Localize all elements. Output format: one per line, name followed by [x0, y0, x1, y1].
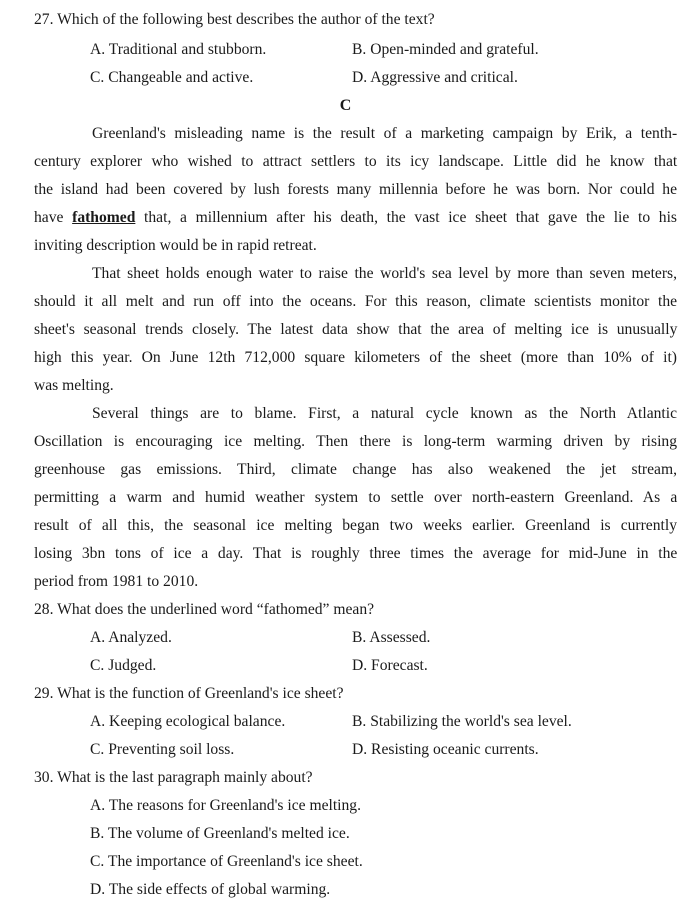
question-27-option-b: B. Open-minded and grateful.	[352, 41, 539, 58]
question-30-option-c: C. The importance of Greenland's ice sheet.	[90, 853, 363, 870]
question-27-option-c: C. Changeable and active.	[90, 69, 254, 86]
underlined-word-fathomed: fathomed	[72, 209, 136, 226]
section-header: C	[339, 97, 352, 114]
paragraph-3-line-4: permitting a warm and humid weather system to settle over north-eastern Greenland. As a	[34, 489, 678, 506]
question-29-option-a: A. Keeping ecological balance.	[90, 713, 286, 730]
question-27-option-d: D. Aggressive and critical.	[352, 69, 518, 86]
question-29-option-b: B. Stabilizing the world's sea level.	[352, 713, 572, 730]
question-30-stem: 30. What is the last paragraph mainly about?	[34, 769, 313, 786]
paragraph-3-line-1: Several things are to blame. First, a natural cycle known as the North Atlantic	[92, 405, 677, 422]
paragraph-3-line-2: Oscillation is encouraging ice melting. Then there is long-term warming driven by rising	[34, 433, 677, 450]
question-28-option-c: C. Judged.	[90, 657, 157, 674]
paragraph-1-line-1: Greenland's misleading name is the result of a marketing campaign by Erik, a tenth-	[92, 125, 678, 142]
question-28-option-a: A. Analyzed.	[90, 629, 172, 646]
paragraph-3-line-6: losing 3bn tons of ice a day. That is roughly three times the average for mid-June in the	[34, 545, 678, 562]
paragraph-1-line-4-post: that, a millennium after his death, the vast ice sheet that gave the lie to his	[135, 209, 677, 226]
question-30-option-b: B. The volume of Greenland's melted ice.	[90, 825, 350, 842]
paragraph-1-line-4-pre: have	[34, 209, 73, 226]
question-27-stem: 27. Which of the following best describes the author of the text?	[34, 11, 435, 28]
paragraph-1-line-3: the island had been covered by lush forests many millennia before he was born. Nor could he	[34, 181, 677, 198]
paragraph-2-line-1: That sheet holds enough water to raise the world's sea level by more than seven meters,	[92, 265, 677, 282]
question-30-option-d: D. The side effects of global warming.	[90, 881, 331, 898]
paragraph-1-line-4	[34, 208, 677, 228]
paragraph-2-line-5: was melting.	[34, 377, 114, 394]
paragraph-1-line-2: century explorer who wished to attract settlers to its icy landscape. Little did he know that	[34, 153, 678, 170]
question-29-option-c: C. Preventing soil loss.	[90, 741, 235, 758]
question-28-stem: 28. What does the underlined word “fathomed” mean?	[34, 601, 375, 618]
question-29-option-d: D. Resisting oceanic currents.	[352, 741, 539, 758]
question-28-option-d: D. Forecast.	[352, 657, 428, 674]
paragraph-3-line-7: period from 1981 to 2010.	[34, 573, 199, 590]
paragraph-1-line-5: inviting description would be in rapid retreat.	[34, 237, 317, 254]
question-30-option-a: A. The reasons for Greenland's ice melting.	[90, 797, 361, 814]
paragraph-2-line-3: sheet's seasonal trends closely. The latest data show that the area of melting ice is unusually	[34, 321, 678, 338]
paragraph-2-line-2: should it all melt and run off into the oceans. For this reason, climate scientists monitor the	[34, 293, 678, 310]
question-27-option-a: A. Traditional and stubborn.	[90, 41, 267, 58]
question-29-stem: 29. What is the function of Greenland's ice sheet?	[34, 685, 344, 702]
paragraph-2-line-4: high this year. On June 12th 712,000 square kilometers of the sheet (more than 10% of it)	[34, 349, 677, 366]
question-28-option-b: B. Assessed.	[352, 629, 431, 646]
paragraph-3-line-3: greenhouse gas emissions. Third, climate change has also weakened the jet stream,	[34, 461, 677, 478]
paragraph-3-line-5: result of all this, the seasonal ice melting began two weeks earlier. Greenland is currently	[34, 517, 677, 534]
